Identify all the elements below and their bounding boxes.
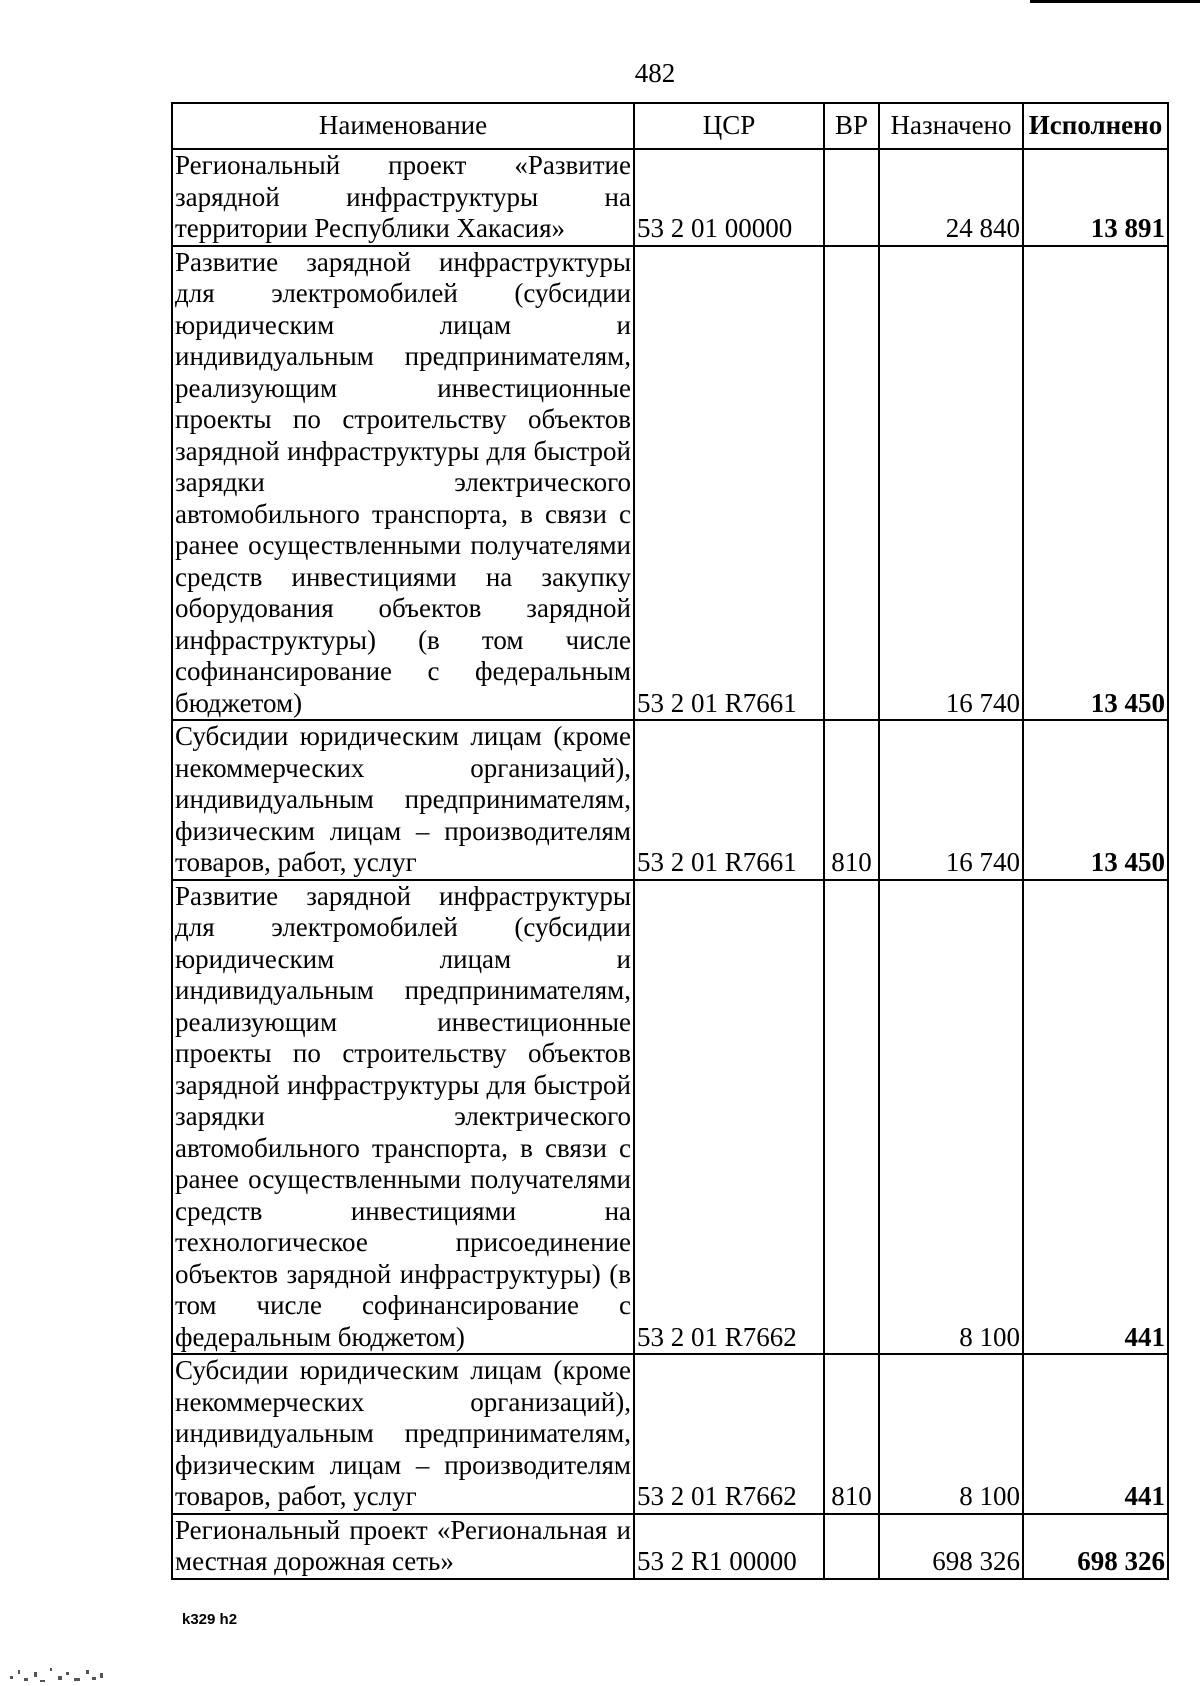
row-csr: 53 2 01 R7662 — [634, 880, 824, 1355]
row-csr: 53 2 01 00000 — [634, 149, 824, 246]
row-vr — [824, 246, 879, 721]
table-row — [172, 880, 1168, 1355]
page-number: 482 — [634, 58, 676, 88]
row-csr: 53 2 R1 00000 — [634, 1514, 824, 1579]
row-assigned: 8 100 — [879, 880, 1023, 1355]
row-assigned: 8 100 — [879, 1354, 1023, 1514]
row-assigned: 16 740 — [879, 720, 1023, 880]
scan-top-rule — [1030, 0, 1200, 3]
row-executed: 13 450 — [1023, 246, 1168, 721]
header-name: Наименование — [172, 103, 634, 149]
row-executed: 13 891 — [1023, 149, 1168, 246]
row-executed: 698 326 — [1023, 1514, 1168, 1579]
header-executed: Исполнено — [1023, 103, 1168, 149]
scan-noise — [0, 1658, 110, 1686]
row-name: Развитие зарядной инфраструктуры для электромобилей (субсидии юридическим лицам и индивидуальным предпринимателям, реализующим инвестиционные проекты по строительству объектов зарядной инфраструктуры для быстрой зарядки электрического автомобильного транспорта, в связи с ранее осуществленными получателями средств инвестициями на технологическое присоединение объектов зарядной инфраструктуры) (в том числе софинансирование с федеральным бюджетом) — [172, 880, 634, 1355]
row-name: Региональный проект «Региональная и местная дорожная сеть» — [172, 1514, 634, 1579]
header-vr: ВР — [824, 103, 879, 149]
row-executed: 441 — [1023, 1354, 1168, 1514]
table-row — [172, 1514, 1168, 1579]
row-name: Региональный проект «Развитие зарядной инфраструктуры на территории Республики Хакасия» — [172, 149, 634, 246]
row-vr — [824, 149, 879, 246]
row-name: Субсидии юридическим лицам (кроме некоммерческих организаций), индивидуальным предпринимателям, физическим лицам – производителям товаров, работ, услуг — [172, 1354, 634, 1514]
row-assigned: 16 740 — [879, 246, 1023, 721]
budget-table — [171, 102, 1169, 1580]
row-vr — [824, 880, 879, 1355]
table-header-row — [172, 103, 1168, 149]
footer-code: k329 h2 — [182, 1611, 238, 1628]
row-assigned: 24 840 — [879, 149, 1023, 246]
row-vr: 810 — [824, 720, 879, 880]
row-name: Субсидии юридическим лицам (кроме некоммерческих организаций), индивидуальным предпринимателям, физическим лицам – производителям товаров, работ, услуг — [172, 720, 634, 880]
row-executed: 13 450 — [1023, 720, 1168, 880]
row-csr: 53 2 01 R7662 — [634, 1354, 824, 1514]
row-csr: 53 2 01 R7661 — [634, 720, 824, 880]
row-vr — [824, 1514, 879, 1579]
header-assigned: Назначено — [879, 103, 1023, 149]
row-vr: 810 — [824, 1354, 879, 1514]
row-executed: 441 — [1023, 880, 1168, 1355]
row-csr: 53 2 01 R7661 — [634, 246, 824, 721]
table-row — [172, 720, 1168, 880]
table-row — [172, 149, 1168, 246]
table-row — [172, 246, 1168, 721]
row-name: Развитие зарядной инфраструктуры для электромобилей (субсидии юридическим лицам и индивидуальным предпринимателям, реализующим инвестиционные проекты по строительству объектов зарядной инфраструктуры для быстрой зарядки электрического автомобильного транспорта, в связи с ранее осуществленными получателями средств инвестициями на закупку оборудования объектов зарядной инфраструктуры) (в том числе софинансирование с федеральным бюджетом) — [172, 246, 634, 721]
table-row — [172, 1354, 1168, 1514]
header-csr: ЦСР — [634, 103, 824, 149]
row-assigned: 698 326 — [879, 1514, 1023, 1579]
